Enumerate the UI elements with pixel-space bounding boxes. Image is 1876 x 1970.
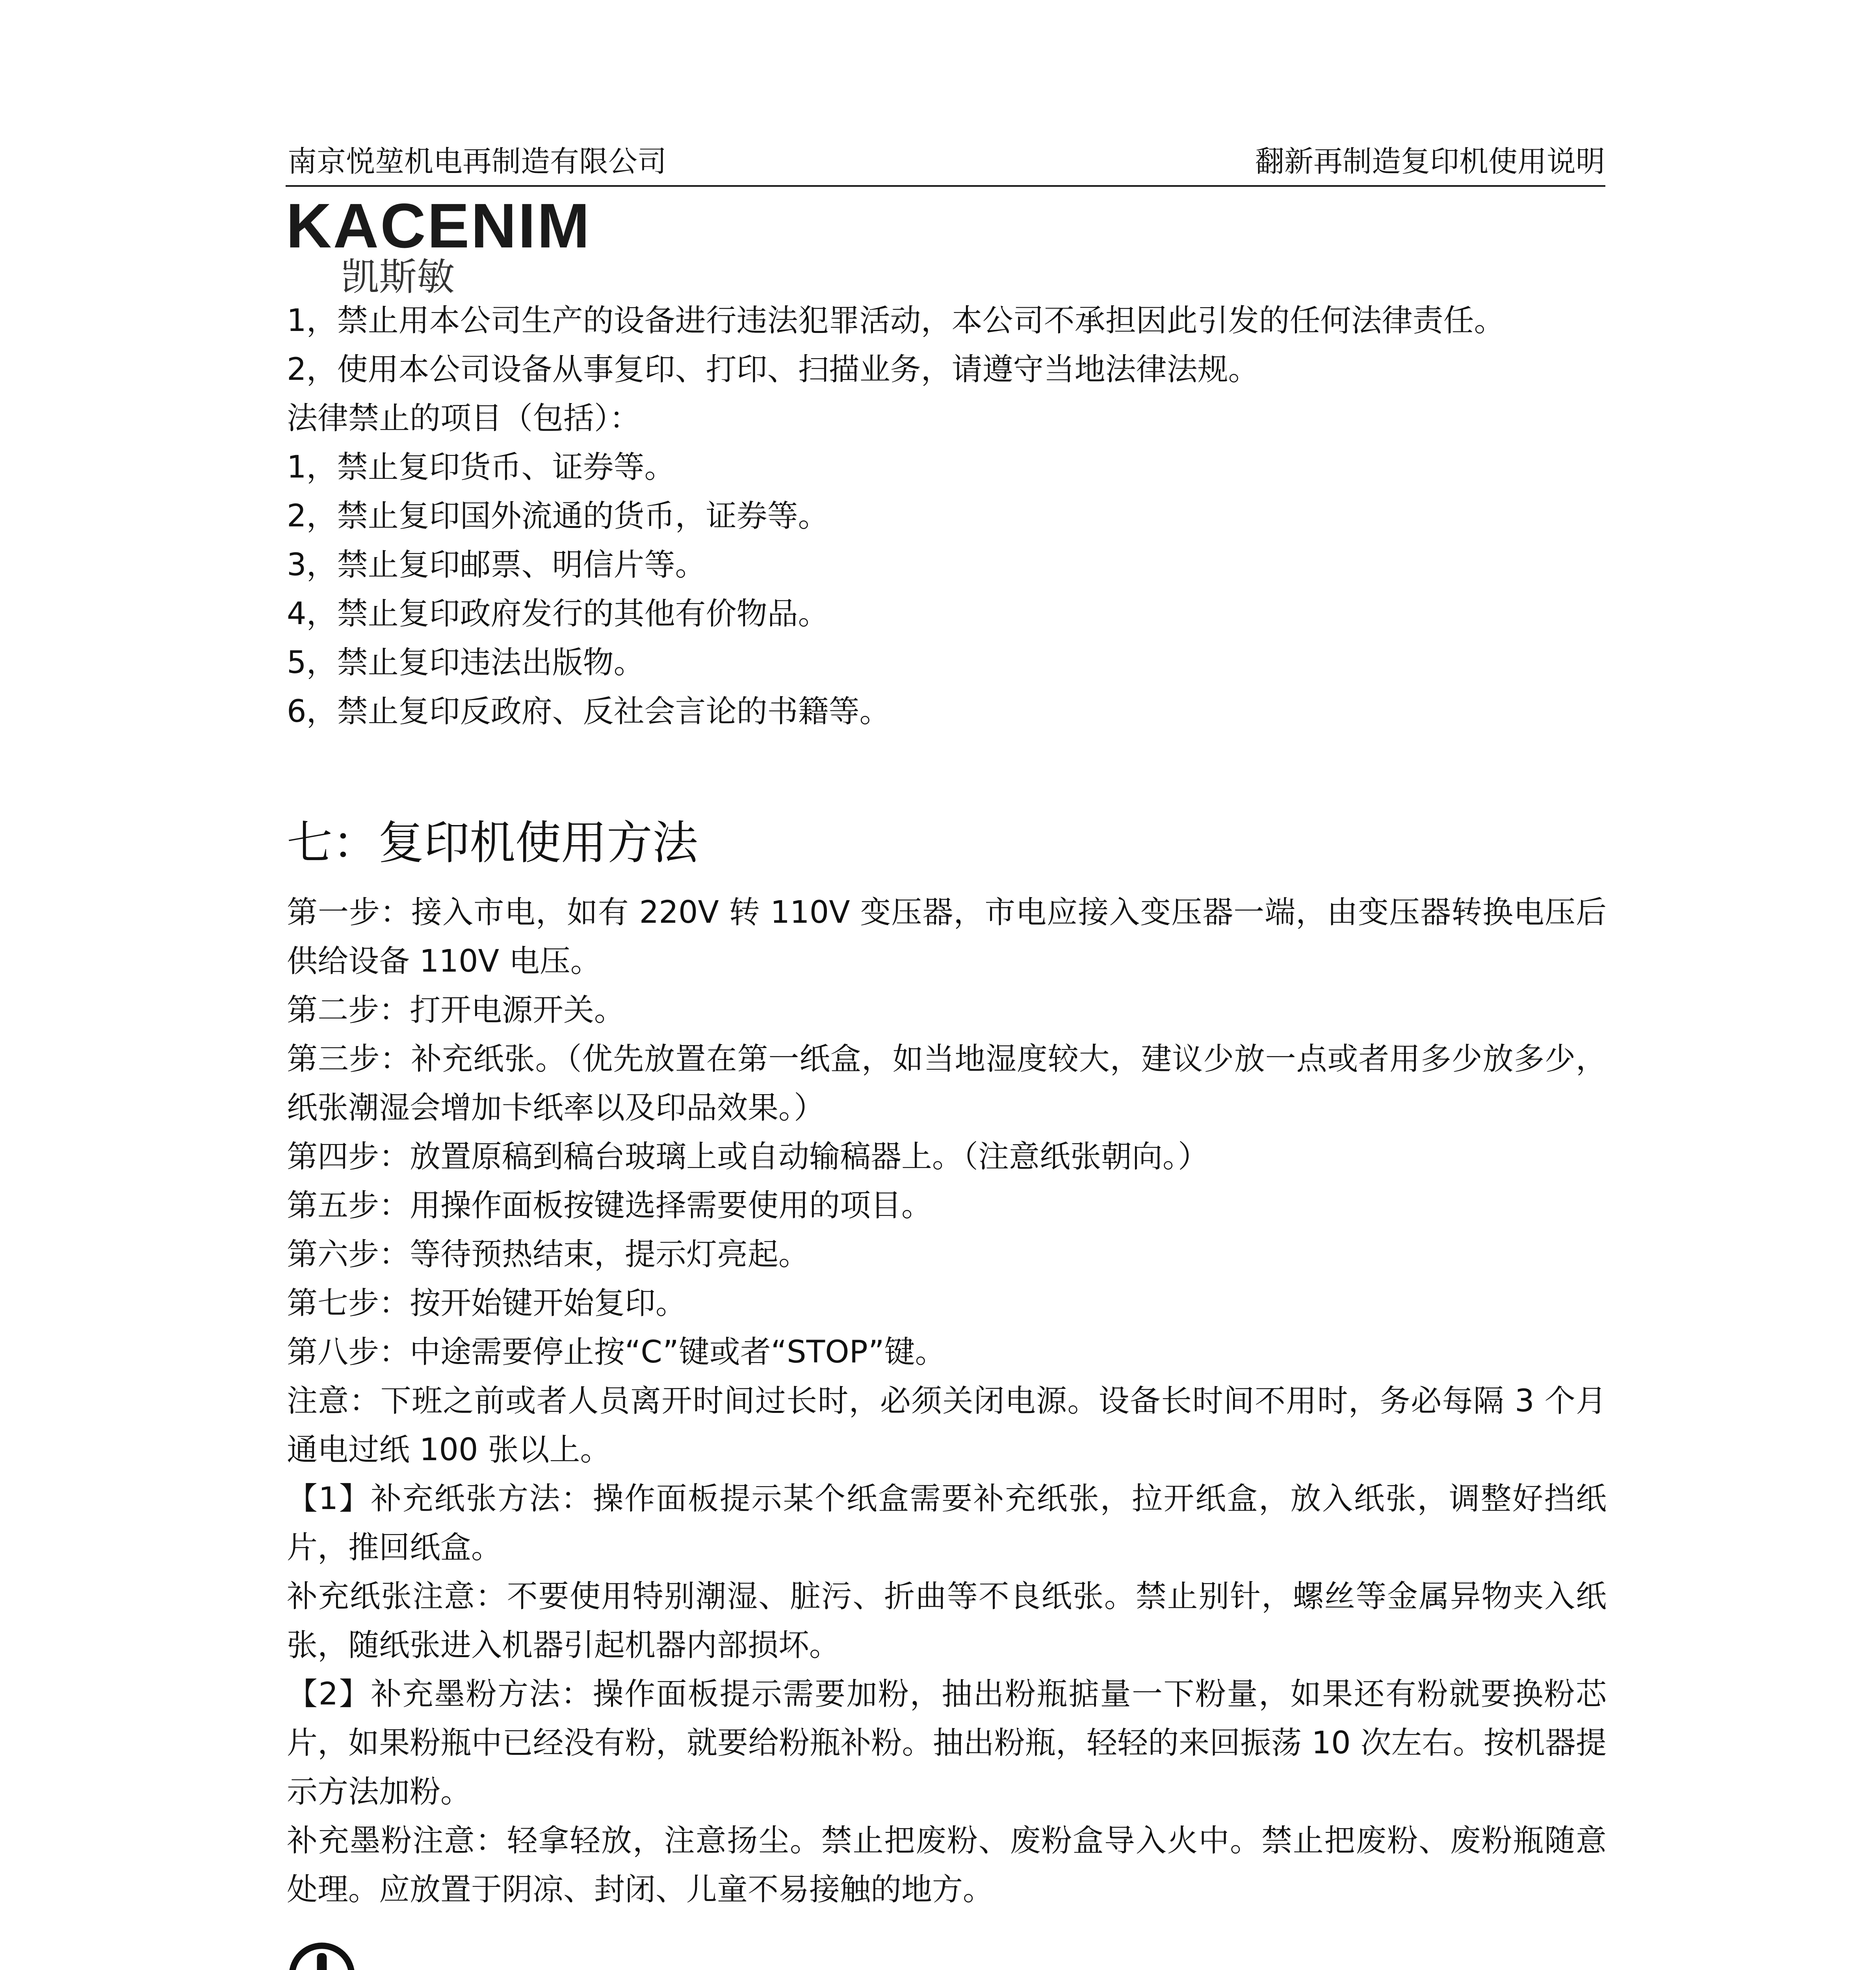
step-paragraph: 【2】补充墨粉方法：操作面板提示需要加粉，抽出粉瓶掂量一下粉量，如果还有粉就要换粉芯片，如果粉瓶中已经没有粉，就要给粉瓶补粉。抽出粉瓶，轻轻的来回振荡 10 次左右。按机器提示方法加粉。 [287, 1676, 1607, 1810]
special-notice [287, 1940, 1607, 1970]
legal-item: 法律禁止的项目（包括）： [287, 401, 641, 436]
legal-item: 6，禁止复印反政府、反社会言论的书籍等。 [287, 694, 890, 729]
step-paragraph: 第八步：中途需要停止按“C”键或者“STOP”键。 [287, 1334, 946, 1370]
step-paragraph: 第四步：放置原稿到稿台玻璃上或自动输稿器上。（注意纸张朝向。） [287, 1139, 1209, 1175]
step-paragraph: 第五步：用操作面板按键选择需要使用的项目。 [287, 1188, 932, 1223]
legal-item: 1，禁止用本公司生产的设备进行违法犯罪活动，本公司不承担因此引发的任何法律责任。 [287, 303, 1505, 338]
step-paragraph: 第七步：按开始键开始复印。 [287, 1286, 687, 1321]
exclamation-icon [287, 1940, 357, 1970]
legal-item: 5，禁止复印违法出版物。 [287, 645, 645, 680]
header-doc-title: 翻新再制造复印机使用说明 [1255, 145, 1605, 178]
step-paragraph: 第三步：补充纸张。（优先放置在第一纸盒，如当地湿度较大，建议少放一点或者用多少放多少，纸张潮湿会增加卡纸率以及印品效果。） [287, 1041, 1607, 1126]
step-paragraph: 第六步：等待预热结束，提示灯亮起。 [287, 1237, 810, 1272]
legal-item: 4，禁止复印政府发行的其他有价物品。 [287, 596, 829, 632]
step-paragraph: 【1】补充纸张方法：操作面板提示某个纸盒需要补充纸张，拉开纸盒，放入纸张，调整好挡纸片，推回纸盒。 [287, 1481, 1607, 1565]
logo-chinese: 凯斯敏 [341, 255, 455, 299]
header-rule [286, 185, 1605, 187]
legal-item: 3，禁止复印邮票、明信片等。 [287, 547, 706, 583]
step-paragraph: 补充墨粉注意：轻拿轻放，注意扬尘。禁止把废粉、废粉盒导入火中。禁止把废粉、废粉瓶随意处理。应放置于阴凉、封闭、儿童不易接触的地方。 [287, 1823, 1607, 1907]
legal-item: 2，使用本公司设备从事复印、打印、扫描业务，请遵守当地法律法规。 [287, 352, 1259, 387]
logo-mark: KACENIM [286, 190, 591, 261]
step-paragraph: 注意：下班之前或者人员离开时间过长时，必须关闭电源。设备长时间不用时，务必每隔 3 个月通电过纸 100 张以上。 [287, 1383, 1607, 1468]
header-company: 南京悦堃机电再制造有限公司 [288, 145, 667, 178]
section-title: 七：复印机使用方法 [287, 816, 698, 870]
company-logo [286, 190, 591, 299]
legal-item: 1，禁止复印货币、证券等。 [287, 450, 675, 485]
step-paragraph: 第二步：打开电源开关。 [287, 992, 625, 1028]
usage-steps [287, 888, 1607, 1914]
step-paragraph: 第一步：接入市电，如有 220V 转 110V 变压器，市电应接入变压器一端，由变压器转换电压后供给设备 110V 电压。 [287, 895, 1607, 979]
step-paragraph: 补充纸张注意：不要使用特别潮湿、脏污、折曲等不良纸张。禁止别针，螺丝等金属异物夹入纸张，随纸张进入机器引起机器内部损坏。 [287, 1579, 1607, 1663]
legal-item: 2，禁止复印国外流通的货币，证券等。 [287, 498, 829, 534]
legal-notice [287, 296, 1607, 736]
